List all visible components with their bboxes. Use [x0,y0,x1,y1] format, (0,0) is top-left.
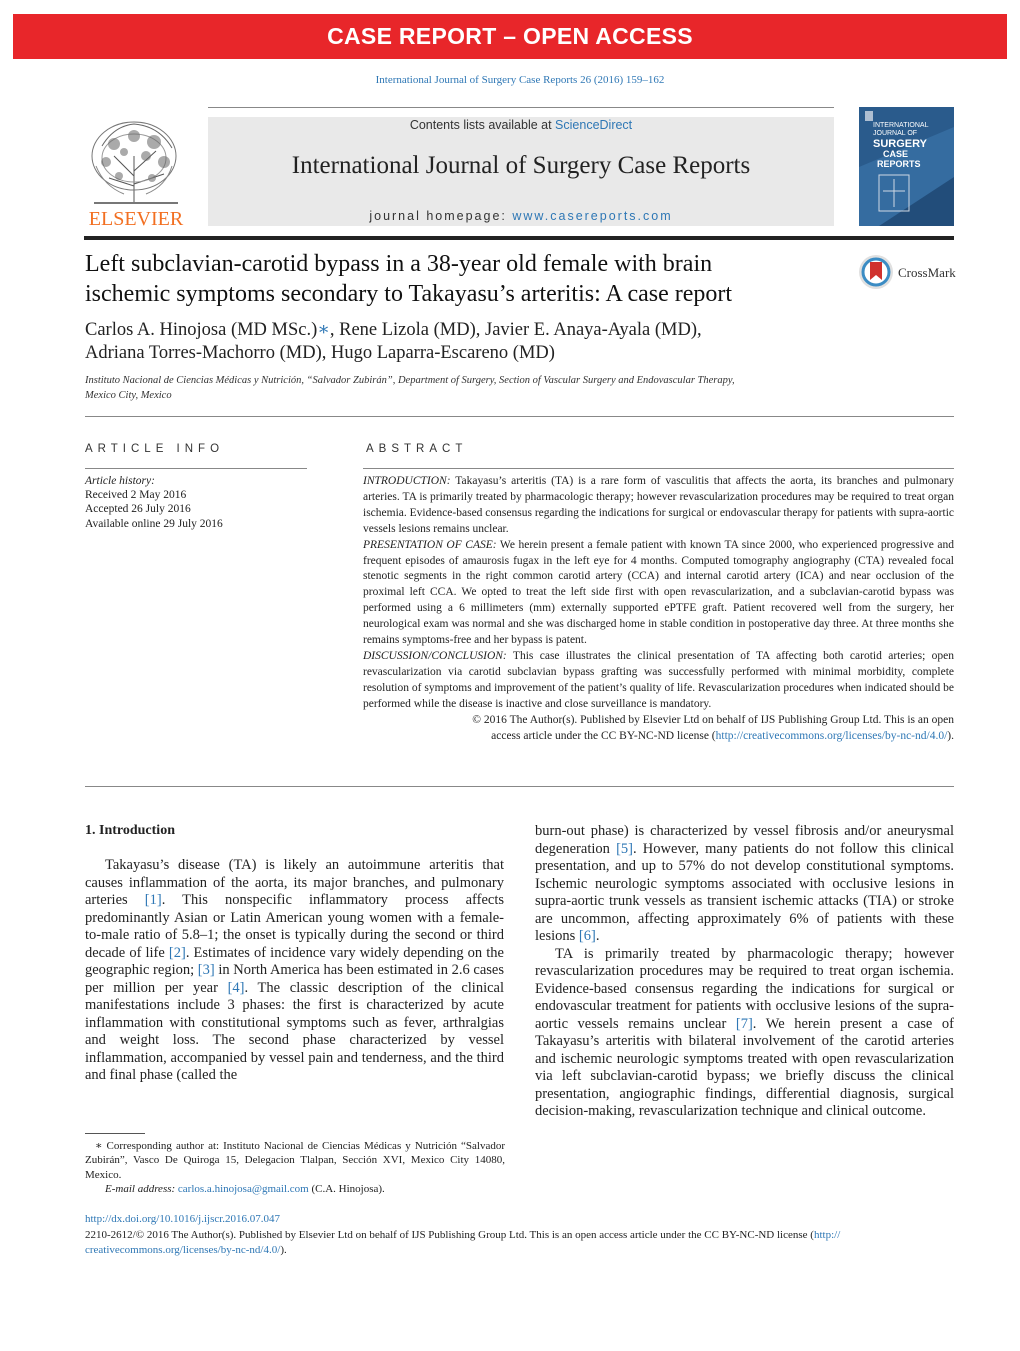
article-title [85,249,825,309]
crossmark-badge[interactable] [858,254,956,292]
abstract-bottom-rule [85,786,954,787]
author-affiliation [85,373,845,403]
article-history [85,474,223,531]
sciencedirect-link[interactable]: ScienceDirect [555,118,633,132]
discussion-label: DISCUSSION/CONCLUSION: [363,649,507,662]
intro-paragraph-1-cont [535,823,954,946]
copyright-line-2: access article under the CC BY-NC-ND license ( [491,729,716,742]
reference-link[interactable]: [1] [144,892,162,908]
homepage-prefix: journal homepage: [369,209,513,223]
intro-text-segment: . This nonspecific inflammatory process affects predominantly Asian or Latin American young women with a female-to-male ratio of 5.8–1; the onset is typically during the second or third decade of life [85,892,504,961]
header-top-rule [208,107,834,108]
author-hinojosa: Carlos A. Hinojosa (MD MSc.) [85,320,318,340]
introduction-heading: 1. Introduction [85,823,175,838]
footnote-email [85,1182,505,1196]
intro-paragraph-2 [535,946,954,1121]
affiliation-rule [85,416,954,417]
page-footer [85,1212,954,1259]
footer-license-suffix: ). [280,1244,287,1256]
header-bottom-rule [84,236,954,240]
intro-text-segment: . However, many patients do not follow this clinical presentation, and up to 57% do not develop constitutional symptoms. Ischemic neurologic symptoms associated with occlusive lesions in supra-aortic trunk vessels as transient ischemic attacks (TIA) or stroke are uncommon, affecting approximately 6% of patients with these lesions [535,840,954,944]
email-link[interactable]: carlos.a.hinojosa@gmail.com [177,1183,309,1196]
intro-column-left [85,857,504,1085]
intro-text-segment: . The classic description of the clinical manifestations include 3 phases: the first is characterized by acute inflammation with constitutional symptoms such as fever, arthralgias and weight loss. The second phase characterized by vessel inflammation, accompanied by vessel pain and tenderness, and the third and final phase (called the [85,979,504,1083]
intro-text-segment: TA is primarily treated by pharmacologic therapy; however revascularization procedures may be required to treat organ ischemia. Evidence-based consensus regarding the indications for surgical or endovascular treatment for patients with occlusive lesions of the supra-aortic vessels remains unclear [535,945,954,1032]
abstract-presentation [363,538,954,649]
email-suffix: (C.A. Hinojosa). [308,1183,385,1196]
homepage-link[interactable]: www.casereports.com [512,209,673,223]
intro-text-segment: in North America has been estimated in 2.6 cases per million per year [85,962,504,996]
title-line-1: Left subclavian-carotid bypass in a 38-year old female with brain [85,251,713,277]
intro-text-segment: . Estimates of incidence vary widely depending on the geographic region; [85,944,504,978]
copyright-line-1: © 2016 The Author(s). Published by Elsevier Ltd on behalf of IJS Publishing Group Ltd. This is an open [472,713,954,726]
doi-link[interactable]: http://dx.doi.org/10.1016/j.ijscr.2016.07.047 [85,1213,281,1225]
footer-license-link-cont[interactable]: creativecommons.org/licenses/by-nc-nd/4.0/ [85,1244,281,1256]
discussion-text: This case illustrates the clinical presentation of TA affecting both carotid arteries; open revascularization via carotid subclavian bypass grafting was successfully performed with minimal morbidity, complete resolution of symptoms and improvement of the patient’s quality of life. Revascularization procedures when indicated should be performed while the disease is inactive and close surveillance is mandatory. [363,649,954,710]
title-line-2: ischemic symptoms secondary to Takayasu’s arteritis: A case report [85,281,733,307]
elsevier-logo[interactable] [84,116,188,228]
abstract-copyright [363,713,954,745]
cover-title-line2: JOURNAL OF [873,130,918,137]
contents-availability [208,118,834,132]
copyright-suffix: ). [947,729,954,742]
intro-text-segment: burn-out phase) is characterized by vessel fibrosis and/or aneurysmal degeneration [535,823,954,857]
license-link[interactable]: http://creativecommons.org/licenses/by-nc-nd/4.0/ [715,729,948,742]
reference-link[interactable]: [4] [227,979,245,996]
corresponding-author-footnote [85,1139,505,1197]
abstract-rule [363,468,954,469]
cover-title-line3: SURGERY [873,138,927,150]
cover-title-line4: CASE [883,149,909,159]
history-label: Article history: [85,475,155,487]
online-date: Available online 29 July 2016 [85,517,223,530]
intro-text-segment: . We herein present a case of Takayasu’s arteritis with bilateral involvement of the carotid arteries and ischemic neurologic symptoms treated with open revascularization via left subclavian-carotid bypass; we briefly discuss the clinical presentation, angiographic findings, differential diagnosis, surgical decision-making, revascularization technique and clinical outcome. [535,1015,955,1119]
cover-title-line1: INTERNATIONAL [873,122,929,129]
accepted-date: Accepted 26 July 2016 [85,503,191,516]
journal-citation-link[interactable]: International Journal of Surgery Case Reports 26 (2016) 159–162 [375,74,665,86]
article-info-rule [85,468,307,469]
affiliation-line-2: Mexico City, Mexico [85,390,172,401]
crossmark-label: CrossMark [898,265,956,280]
abstract-heading: ABSTRACT [366,443,468,455]
reference-link[interactable]: [3] [197,962,215,978]
journal-homepage [208,209,834,223]
intro-text: Takayasu’s arteritis (TA) is a rare form of vasculitis that affects the aorta, its branches and pulmonary arteries. TA is primarily treated by pharmacologic therapy; however revascularization procedures may be required to treat organ ischemia. Evidence-based consensus regarding the indications for surgical or endovascular therapy for patients with supra-aortic vessels lesions remains unclear. [363,475,954,535]
authors-line-1-rest: , Rene Lizola (MD), Javier E. Anaya-Ayala (MD), [329,320,702,340]
footnote-star: ∗ [95,1140,103,1152]
footer-license-link[interactable]: http:// [813,1228,841,1241]
intro-text-segment: . [595,928,600,944]
intro-column-right [535,823,954,1121]
reference-link[interactable]: [7] [735,1015,753,1032]
email-label: E-mail address: [105,1183,176,1196]
contents-prefix: Contents lists available at [409,118,556,132]
footnote-rule [85,1133,145,1134]
intro-label: INTRODUCTION: [363,475,451,487]
case-text: We herein present a female patient with known TA since 2000, who experienced progressive and frequent episodes of amaurosis fugax in the left eye for 4 months. Computed tomography angiography (CTA) revealed focal stenotic segments in the right common carotid artery (CCA) and internal carotid artery (ICA) and near occlusion of the proximal left CCA. We opted to treat the left side first with open revascularization, and a subclavian-carotid bypass was performed using a 6 millimeters (mm) externally supported ePTFE graft. Patient recovered well from the surgery, her neurological exam was normal and she was discharged home in stable condition in postoperative day three. At three months she remains symptoms-free and her bypass is patent. [363,538,954,647]
journal-name: International Journal of Surgery Case Reports [291,152,751,179]
abstract-discussion [363,649,954,713]
elsevier-wordmark: ELSEVIER [88,208,184,228]
reference-link[interactable]: [5] [616,840,633,857]
journal-cover-image [859,107,954,226]
footer-license-text: 2210-2612/© 2016 The Author(s). Published by Elsevier Ltd on behalf of IJS Publishing Group Ltd. This is an open access article under the CC BY-NC-ND license ( [85,1228,814,1241]
authors-line-1 [85,319,845,342]
reference-link[interactable]: [6] [578,928,596,944]
article-info-heading: ARTICLE INFO [85,443,225,455]
corresponding-author-marker[interactable]: ∗ [317,320,330,340]
received-date: Received 2 May 2016 [85,489,187,502]
authors-line-2: Adriana Torres-Machorro (MD), Hugo Laparra-Escareno (MD) [85,343,555,363]
abstract-introduction [363,474,954,538]
footnote-text: Corresponding author at: Instituto Nacional de Ciencias Médicas y Nutrición “Salvador Zubirán”, Vasco De Quiroga 15, Delegacion Tlalpan, Sección XVI, Mexico City 14080, Mexico. [85,1140,505,1181]
reference-link[interactable]: [2] [168,944,186,961]
journal-cover-thumbnail[interactable] [859,107,954,226]
affiliation-line-1: Instituto Nacional de Ciencias Médicas y Nutrición, “Salvador Zubirán”, Department of Surgery, Section of Vascular Surgery and Endovascular Therapy, [85,375,735,386]
author-list [85,319,845,365]
case-label: PRESENTATION OF CASE: [363,538,497,551]
crossmark-icon [858,254,956,292]
intro-text-segment: Takayasu’s disease (TA) is likely an autoimmune arteritis that causes inflammation of the aorta, its major branches, and pulmonary arteries [85,857,504,908]
footer-license [85,1228,954,1259]
open-access-banner: CASE REPORT – OPEN ACCESS [13,14,1007,59]
elsevier-tree-icon [84,116,188,228]
cover-title-line5: REPORTS [877,159,921,169]
abstract-body [363,474,954,744]
intro-paragraph-1 [85,857,504,1085]
footnote-address [85,1139,505,1182]
